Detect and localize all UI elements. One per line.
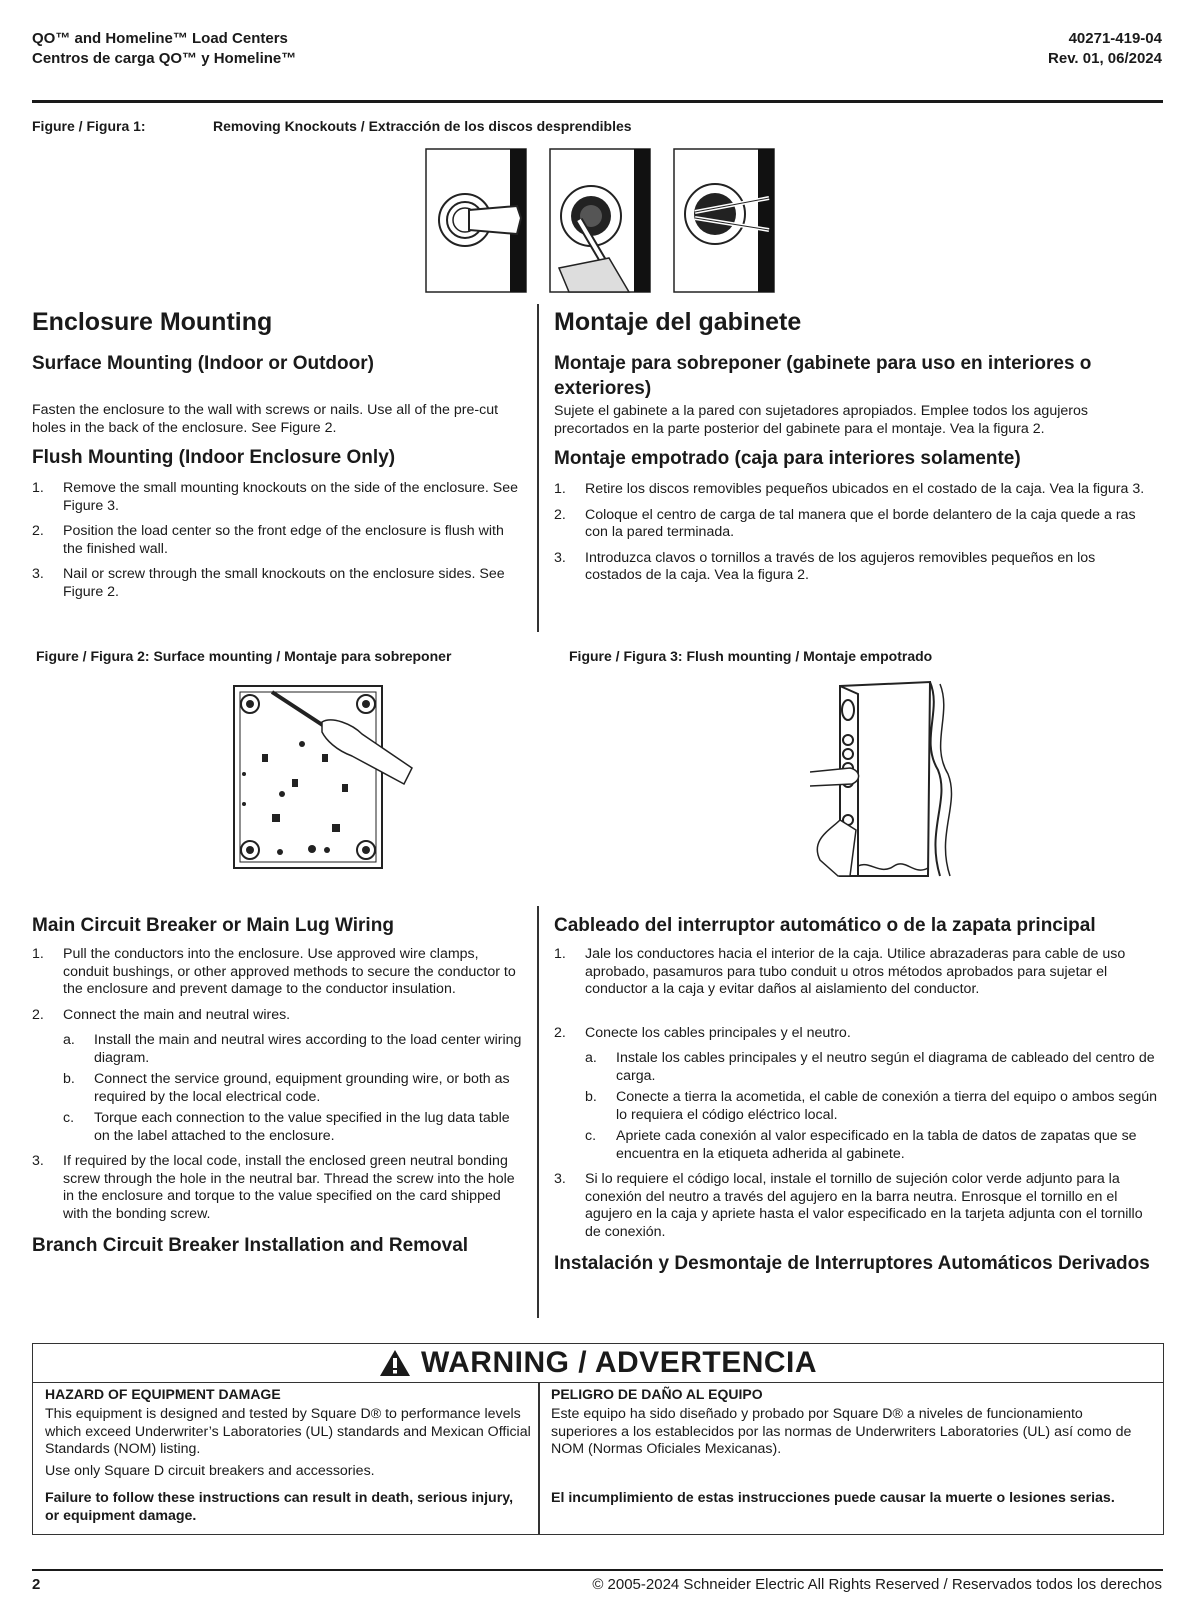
figure1-label: Figure / Figura 1: (32, 118, 146, 134)
revision: Rev. 01, 06/2024 (1048, 50, 1162, 67)
document-id (1048, 29, 1162, 69)
list-item: c. Torque each connection to the value specified in the lug data table on the label attached to the enclosure. (63, 1110, 510, 1144)
flush-steps (32, 480, 522, 601)
copyright: © 2005-2024 Schneider Electric All Rights Reserved / Reservados todos los derechos (592, 1576, 1162, 1593)
figure3-caption: Figure / Figura 3: Flush mounting / Montaje empotrado (569, 648, 933, 664)
warning-spanish (551, 1386, 1151, 1507)
knockout-step-3 (674, 149, 774, 292)
list-item: 2. Conecte los cables principales y el neutro. a. Instale los cables principales y el neutro según el diagrama de cableado del centro de carga. b. Conecte a tierra la acometida, el cable de conexión a tierra del equipo o ambos según lo requiera el código eléctrico local. c. Apriete cada conexión al valor especificado en la tabla de datos de zapatas que se encuentra en la etiqueta adherida al gabinete. (554, 1025, 1160, 1164)
list-item: a. Instale los cables principales y el neutro según el diagrama de cableado del centro de carga. (585, 1050, 1155, 1084)
knockout-step-1 (426, 149, 526, 292)
surface-text: Fasten the enclosure to the wall with screws or nails. Use all of the pre-cut holes in the back of the enclosure. See Figure 2. (32, 402, 499, 436)
warning-title: WARNING / ADVERTENCIA (420, 1346, 818, 1379)
list-item: 1. Remove the small mounting knockouts on the side of the enclosure. See Figure 3. (32, 480, 519, 514)
wiring-steps (32, 946, 524, 1223)
branch-heading: Instalación y Desmontaje de Interruptores Automáticos Derivados (554, 1253, 1150, 1274)
list-item: 1. Jale los conductores hacia el interior de la caja. Utilice abrazaderas para cable de uso aprobado, pasamuros para tubo conduit u otros métodos aprobados para sujetar el conductor a la caja y evitar daños al aislamiento del conductor. (554, 946, 1126, 997)
figure2-caption: Figure / Figura 2: Surface mounting / Montaje para sobreponer (36, 648, 452, 664)
list-item: b. Conecte a tierra la acometida, el cable de conexión a tierra del equipo o ambos según lo requiera el código eléctrico local. (585, 1089, 1158, 1123)
figure3-flush-mount-illustration (810, 680, 980, 880)
warning-triangle-icon (379, 1349, 411, 1377)
list-item: 2. Coloque el centro de carga de tal manera que el borde delantero de la caja quede a ras con la pared terminada. (554, 506, 1136, 540)
list-item: 3. If required by the local code, install the enclosed green neutral bonding screw through the hole in the neutral bar. Thread the screw into the hole in the enclosure and torque to the value specified on the card shipped with the bonding screw. (32, 1153, 515, 1222)
footer-rule (32, 1569, 1163, 1571)
warning-divider (538, 1382, 540, 1534)
column-divider (537, 906, 539, 1318)
list-item: 2. Position the load center so the front edge of the enclosure is flush with the finished wall. (32, 523, 504, 557)
surface-text: Sujete el gabinete a la pared con sujetadores apropiados. Emplee todos los agujeros precortados en la parte posterior del gabinete para el montaje. Vea la figura 2. (554, 403, 1088, 437)
document-title (32, 29, 296, 69)
figure2-surface-mount-illustration (232, 684, 414, 870)
wiring-steps (554, 946, 1160, 1241)
title-english: QO™ and Homeline™ Load Centers (32, 30, 288, 47)
warning-header (33, 1344, 1163, 1383)
failure-statement: El incumplimiento de estas instrucciones puede causar la muerte o lesiones serias. (551, 1489, 1115, 1506)
warning-box (32, 1343, 1164, 1535)
flush-heading: Flush Mounting (Indoor Enclosure Only) (32, 447, 396, 468)
list-item: 3. Introduzca clavos o tornillos a través de los agujeros removibles pequeños en los costados de la caja. Vea la figura 2. (554, 549, 1096, 583)
section-title: Montaje del gabinete (554, 308, 802, 336)
doc-number: 40271-419-04 (1068, 30, 1162, 47)
title-spanish: Centros de carga QO™ y Homeline™ (32, 50, 297, 67)
sub-steps (585, 1050, 1160, 1163)
surface-heading: Surface Mounting (Indoor or Outdoor) (32, 353, 374, 374)
hazard-title: PELIGRO DE DAÑO AL EQUIPO (551, 1386, 763, 1402)
sub-steps (63, 1032, 524, 1145)
flush-steps (554, 481, 1154, 585)
header-rule (32, 100, 1163, 103)
list-item: 1. Retire los discos removibles pequeños ubicados en el costado de la caja. Vea la figura 3. (554, 481, 1145, 497)
wiring-heading: Main Circuit Breaker or Main Lug Wiring (32, 915, 394, 936)
figure1-caption: Removing Knockouts / Extracción de los discos desprendibles (213, 118, 632, 134)
mounting-spanish (554, 308, 1154, 593)
warning-english (45, 1386, 531, 1525)
list-item: b. Connect the service ground, equipment grounding wire, or both as required by the local electrical code. (63, 1071, 510, 1105)
hazard-title: HAZARD OF EQUIPMENT DAMAGE (45, 1386, 281, 1402)
warning-text: This equipment is designed and tested by Square D® to performance levels which exceed Underwriter’s Laboratories (UL) standards and Mexican Official Standards (NOM) listing. (45, 1406, 531, 1457)
warning-text: Este equipo ha sido diseñado y probado por Square D® a niveles de funcionamiento superiores a los establecidos por las normas de Underwriters Laboratories (UL) así como de NOM (Normas Oficiales Mexicanas). (551, 1406, 1132, 1457)
list-item: c. Apriete cada conexión al valor especificado en la tabla de datos de zapatas que se encuentra en la etiqueta adherida al gabinete. (585, 1128, 1137, 1162)
list-item: 2. Connect the main and neutral wires. a. Install the main and neutral wires according to the load center wiring diagram. b. Connect the service ground, equipment grounding wire, or both as required by the local electrical code. c. Torque each connection to the value specified in the lug data table on the label attached to the enclosure. (32, 1007, 524, 1146)
wiring-spanish (554, 913, 1160, 1276)
knockout-step-2 (550, 149, 650, 292)
surface-heading: Montaje para sobreponer (gabinete para uso en interiores o exteriores) (554, 353, 1092, 399)
page-number: 2 (32, 1576, 41, 1593)
figure1-knockout-illustration (425, 148, 775, 294)
list-item: 3. Nail or screw through the small knockouts on the enclosure sides. See Figure 2. (32, 566, 505, 600)
branch-heading: Branch Circuit Breaker Installation and Removal (32, 1235, 469, 1256)
wiring-english (32, 913, 524, 1258)
list-item: a. Install the main and neutral wires according to the load center wiring diagram. (63, 1032, 522, 1066)
section-title: Enclosure Mounting (32, 308, 273, 336)
wiring-heading: Cableado del interruptor automático o de la zapata principal (554, 915, 1096, 936)
list-item: 3. Si lo requiere el código local, instale el tornillo de sujeción color verde adjunto para la conexión del neutro a través del agujero en la barra neutra. Enrosque el tornillo en el agujero en la caja y apriete hasta el valor especificado en la tarjeta adjunta con el tornillo de conexión. (554, 1171, 1143, 1240)
mounting-english (32, 308, 522, 609)
failure-statement: Failure to follow these instructions can result in death, serious injury, or equipment damage. (45, 1490, 514, 1524)
column-divider (537, 304, 539, 632)
flush-heading: Montaje empotrado (caja para interiores solamente) (554, 448, 1021, 469)
warning-text: Use only Square D circuit breakers and accessories. (45, 1462, 375, 1479)
list-item: 1. Pull the conductors into the enclosure. Use approved wire clamps, conduit bushings, or other approved methods to secure the conductor to the enclosure and prevent damage to the conductor insulation. (32, 946, 516, 997)
